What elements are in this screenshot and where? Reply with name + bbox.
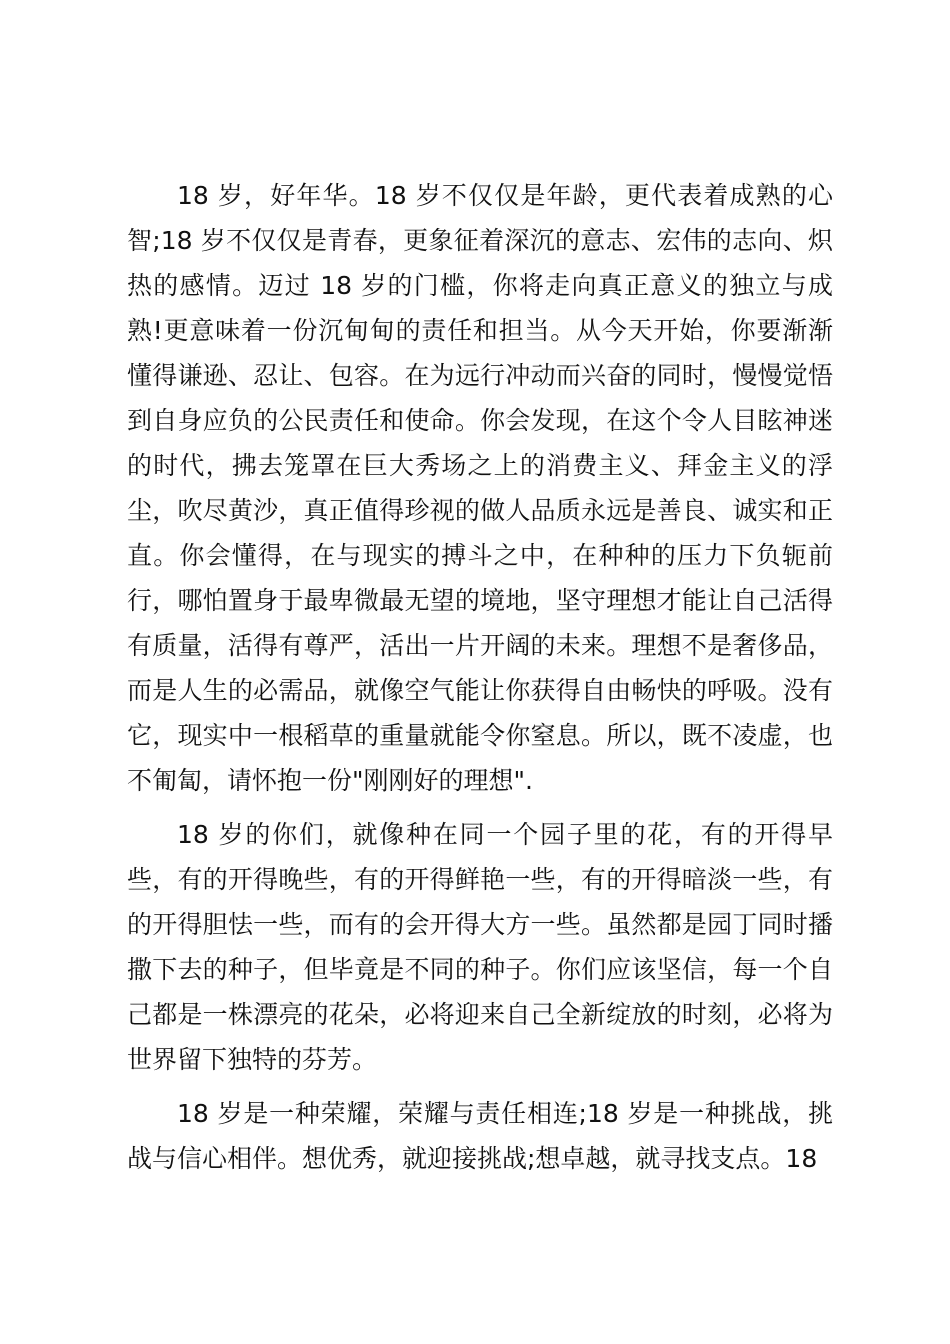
document-body <box>127 173 833 1181</box>
paragraph-1: 18 岁，好年华。18 岁不仅仅是年龄，更代表着成熟的心智;18 岁不仅仅是青春，更象征着深沉的意志、宏伟的志向、炽热的感情。迈过 18 岁的门槛，你将走向真正意义的独立与成熟!更意味着一份沉甸甸的责任和担当。从今天开始，你要渐渐懂得谦逊、忍让、包容。在为远行冲动而兴奋的同时，慢慢觉悟到自身应负的公民责任和使命。你会发现，在这个令人目眩神迷的时代，拂去笼罩在巨大秀场之上的消费主义、拜金主义的浮尘，吹尽黄沙，真正值得珍视的做人品质永远是善良、诚实和正直。你会懂得，在与现实的搏斗之中，在种种的压力下负轭前行，哪怕置身于最卑微最无望的境地，坚守理想才能让自己活得有质量，活得有尊严，活出一片开阔的未来。理想不是奢侈品，而是人生的必需品，就像空气能让你获得自由畅快的呼吸。没有它，现实中一根稻草的重量就能令你窒息。所以，既不凌虚，也不匍匐，请怀抱一份"刚刚好的理想". <box>127 181 833 795</box>
paragraph-3: 18 岁是一种荣耀，荣耀与责任相连;18 岁是一种挑战，挑战与信心相伴。想优秀，就迎接挑战;想卓越，就寻找支点。18 <box>127 1099 833 1173</box>
paragraph-2: 18 岁的你们，就像种在同一个园子里的花，有的开得早些，有的开得晚些，有的开得鲜艳一些，有的开得暗淡一些，有的开得胆怯一些，而有的会开得大方一些。虽然都是园丁同时播撒下去的种子，但毕竟是不同的种子。你们应该坚信，每一个自己都是一株漂亮的花朵，必将迎来自己全新绽放的时刻，必将为世界留下独特的芬芳。 <box>127 820 833 1074</box>
